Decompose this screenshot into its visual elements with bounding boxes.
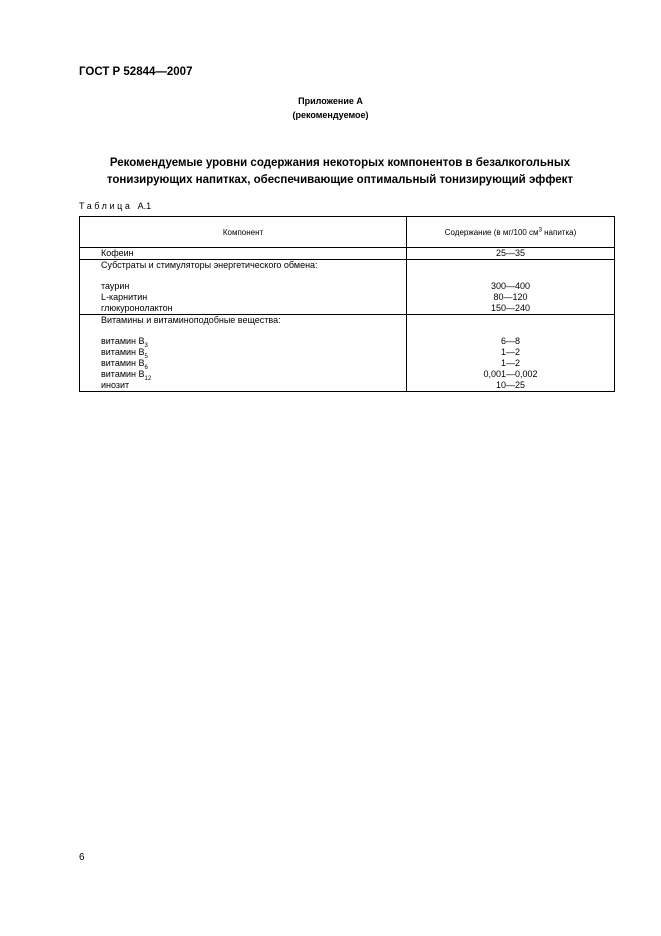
list-item-value: 1—2 — [500, 358, 520, 368]
components-table — [79, 216, 615, 392]
column-header-content — [407, 217, 615, 248]
group-title: Витамины и витаминоподобные вещества: — [101, 315, 281, 325]
table-label — [79, 201, 151, 211]
list-item: витамин $В_5$ — [101, 347, 148, 360]
column-header-content-prefix: Содержание (в мг/100 см — [444, 227, 539, 237]
document-title — [60, 155, 620, 189]
list-item: L-карнитин — [101, 292, 148, 302]
appendix-status: (рекомендуемое) — [292, 110, 369, 120]
document-header: ГОСТ Р 52844—2007 — [79, 66, 193, 78]
document-title-line-2: тонизирующих напитках, обеспечивающие оптимальный тонизирующий эффект — [106, 174, 574, 186]
cell-component-group — [80, 315, 407, 392]
cell-value-group — [407, 315, 615, 392]
list-item-value: 150—240 — [490, 303, 531, 313]
cell-component-group — [80, 260, 407, 315]
list-item: инозит — [101, 380, 130, 390]
cell-value-group — [407, 260, 615, 315]
column-header-component: Компонент — [80, 217, 407, 248]
list-item-value: 80—120 — [493, 292, 528, 302]
appendix-title: Приложение А — [298, 96, 363, 106]
cell-value: 25—35 — [407, 248, 615, 260]
list-item: таурин — [101, 281, 130, 291]
column-header-content-sup: 3 — [538, 226, 542, 233]
table-row-group-vitamins — [80, 315, 615, 392]
document-title-line-1: Рекомендуемые уровни содержания некоторых компонентов в безалкогольных — [109, 157, 571, 169]
list-item-value: 0,001—0,002 — [483, 369, 538, 379]
table-row-group-substrates — [80, 260, 615, 315]
group-title: Субстраты и стимуляторы энергетического обмена: — [101, 260, 318, 270]
column-header-content-suffix: напитка) — [541, 227, 577, 237]
list-item-value: 300—400 — [490, 281, 531, 291]
cell-component: Кофеин — [80, 248, 407, 260]
list-item-value: 10—25 — [495, 380, 526, 390]
list-item-value: 6—8 — [500, 336, 520, 346]
list-item: витамин $В_6$ — [101, 358, 148, 371]
table-row-caffeine — [80, 248, 615, 260]
list-item: витамин $В_{12}$ — [101, 369, 152, 382]
list-item: глюкуронолактон — [101, 303, 173, 313]
table-header-row — [80, 217, 615, 248]
table-label-prefix: Таблица — [79, 201, 133, 211]
list-item-value: 1—2 — [500, 347, 520, 357]
page-number: 6 — [79, 852, 85, 863]
list-item: витамин $В_3$ — [101, 336, 148, 349]
table-label-number: А.1 — [137, 201, 152, 211]
